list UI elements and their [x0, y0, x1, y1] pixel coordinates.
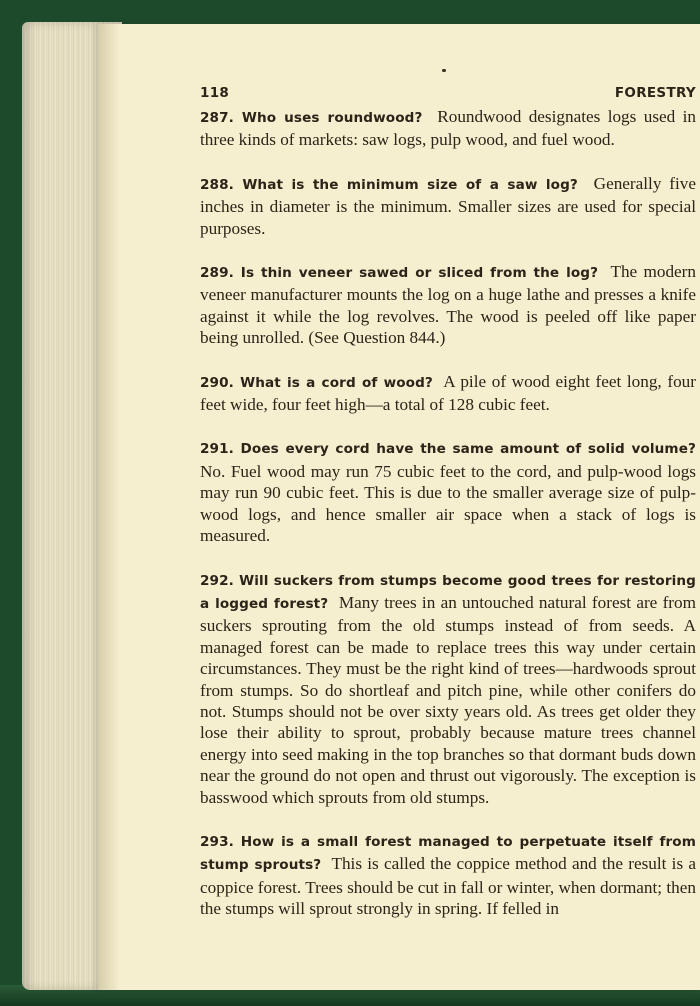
page-text [200, 80, 696, 942]
entry-292 [200, 569, 696, 808]
answer: No. Fuel wood may run 75 cubic feet to the cord, and pulp-wood logs may run 90 cubic feet. This is due to the smaller average size of pulp-wood logs, and hence smaller air space when a stack of logs is measured. [200, 461, 696, 546]
question: 289. Is thin veneer sawed or sliced from the log? [200, 265, 599, 282]
entry-293 [200, 830, 696, 920]
answer: A pile of wood eight feet long, four feet wide, four feet high—a total of 128 cubic feet. [200, 371, 696, 415]
answer: The modern veneer manufacturer mounts the log on a huge lathe and presses a knife against it while the log revolves. The wood is peeled off like paper being unrolled. (See Question 844.) [200, 262, 696, 348]
paper-speck [442, 69, 446, 72]
gutter-shadow [98, 24, 120, 990]
entry-289 [200, 261, 696, 349]
entry-288 [200, 173, 696, 239]
entry-291 [200, 437, 696, 546]
question: 287. Who uses roundwood? [200, 110, 423, 126]
answer: This is called the coppice method and the result is a coppice forest. Trees should be cut in fall or winter, when dormant; then the stumps will sprout strongly in spring. If felled in [200, 854, 697, 919]
question: 288. What is the minimum size of a saw log? [200, 176, 578, 193]
question: 291. Does every cord have the same amount of solid volume? [200, 441, 696, 458]
question: 292. Will suckers from stumps become good trees for restoring a logged forest? [200, 572, 696, 612]
question: 293. How is a small forest managed to perpetuate itself from stump sprouts? [200, 833, 696, 874]
answer: Many trees in an untouched natural forest are from suckers sprouting from the old stumps instead of from seeds. A managed forest can be made to replace trees this way under certain circumstances. They must be the right kind of trees—hardwoods sprout from stumps. So do shortleaf and pitch pine, while other conifers do not. Stumps should not be over sixty years old. As trees get older they lose their ability to sprout, probably because mature trees channel energy into seed making in the top branches so that dormant buds down near the ground do not open and thrust out vigorously. The exception is basswood which sprouts from old stumps. [200, 592, 696, 807]
page-number: 118 [200, 85, 230, 101]
entry-290 [200, 371, 696, 416]
running-header [200, 80, 696, 106]
answer: Roundwood designates logs used in three kinds of markets: saw logs, pulp wood, and fuel wood. [200, 107, 696, 150]
answer: Generally five inches in diameter is the minimum. Smaller sizes are used for special purposes. [200, 173, 696, 238]
entry-287 [200, 106, 696, 151]
question: 290. What is a cord of wood? [200, 374, 433, 391]
section-title: FORESTRY [614, 85, 696, 101]
